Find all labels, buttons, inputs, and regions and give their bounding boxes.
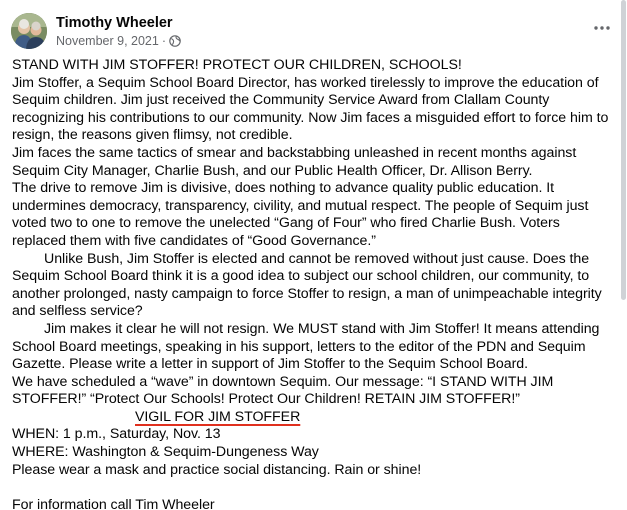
post-headline: STAND WITH JIM STOFFER! PROTECT OUR CHILDREN, SCHOOLS! bbox=[12, 57, 462, 73]
event-when: WHEN: 1 p.m., Saturday, Nov. 13 bbox=[12, 426, 221, 443]
post-paragraph: We have scheduled a “wave” in downtown Sequim. Our message: “I STAND WITH JIM STOFFER!” “Protect Our Schools! Protect Our Children! RETAIN JIM STOFFER!” bbox=[12, 373, 554, 408]
post-paragraph: Jim faces the same tactics of smear and backstabbing unleashed in recent months against Sequim City Manager, Charlie Bush, and our Public Health Officer, Dr. Allison Berry. bbox=[12, 144, 577, 179]
globe-icon[interactable] bbox=[169, 35, 181, 47]
post-paragraph: The drive to remove Jim is divisive, does nothing to advance quality public education. It undermines democracy, transparency, civility, and mutual respect. The people of Sequim just voted two to one to remove the unelected “Gang of Four” who fired Charlie Bush. Voters replaced them with five candidates of “Good Governance.” bbox=[12, 180, 589, 249]
author-name[interactable]: Timothy Wheeler bbox=[56, 14, 173, 31]
post-date[interactable]: November 9, 2021 bbox=[56, 33, 159, 48]
post-body bbox=[12, 57, 617, 510]
vigil-heading bbox=[12, 409, 617, 427]
post-paragraph: Jim makes it clear he will not resign. We MUST stand with Jim Stoffer! It means attending School Board meetings, speaking in his support, letters to the editor of the PDN and Sequim Gazette. Please write a letter in support of Jim Stoffer to the Sequim School Board. bbox=[12, 320, 600, 373]
avatar-photo bbox=[11, 13, 47, 49]
contact-info: For information call Tim Wheeler bbox=[12, 496, 215, 510]
scrollbar[interactable] bbox=[621, 0, 626, 300]
more-options-icon[interactable] bbox=[591, 17, 613, 39]
event-where: WHERE: Washington & Sequim-Dungeness Way bbox=[12, 444, 319, 461]
post-paragraph: Unlike Bush, Jim Stoffer is elected and cannot be removed without just cause. Does the Sequim School Board think it is a good idea to subject our school children, our community, to another prolonged, nasty campaign to force Stoffer to resign, a man of unimpeachable integrity and selfless service? bbox=[12, 250, 602, 320]
vigil-heading-text: VIGIL FOR JIM STOFFER bbox=[135, 408, 301, 425]
spacer bbox=[12, 479, 617, 497]
post-paragraph: Jim Stoffer, a Sequim School Board Director, has worked tirelessly to improve the education of Sequim children. Jim just received the Community Service Award from Clallam County recognizing his contributions to our community. Now Jim faces a misguided effort to force him to resign, the reasons given flimsy, not credible. bbox=[12, 74, 609, 144]
separator-dot: · bbox=[161, 33, 167, 48]
avatar[interactable] bbox=[11, 13, 47, 49]
post-meta bbox=[56, 14, 181, 49]
event-note: Please wear a mask and practice social distancing. Rain or shine! bbox=[12, 461, 422, 478]
post-subline bbox=[56, 33, 181, 49]
post-header bbox=[11, 11, 181, 51]
